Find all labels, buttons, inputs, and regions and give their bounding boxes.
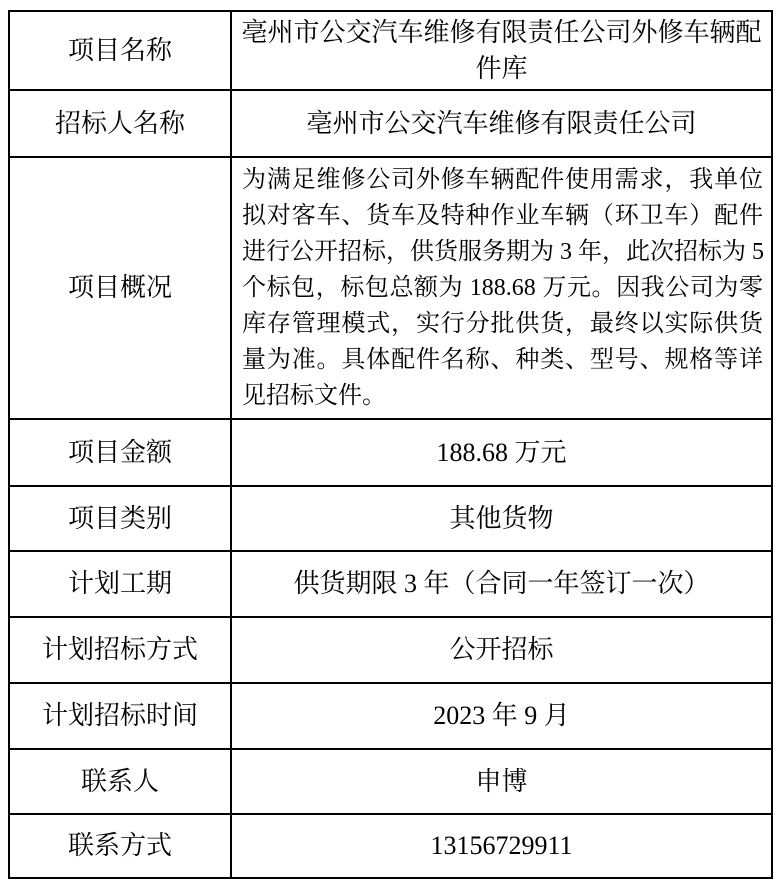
- row-value: 188.68 万元: [231, 419, 772, 486]
- paragraph-line: 库存管理模式，实行分批供货，最终以实际供货: [242, 311, 763, 337]
- row-value: 公开招标: [231, 617, 772, 683]
- table-row-project-category: [9, 486, 772, 551]
- row-label: 计划工期: [9, 551, 231, 617]
- table-row-contact-info: [9, 814, 772, 878]
- paragraph-line: 拟对客车、货车及特种作业车辆（环卫车）配件: [242, 203, 763, 229]
- paragraph-line: 见招标文件。: [242, 383, 386, 409]
- table-row-project-name: [9, 11, 772, 90]
- row-label: 招标人名称: [9, 90, 231, 157]
- row-label: 联系方式: [9, 814, 231, 878]
- table-row-project-amount: [9, 419, 772, 486]
- row-label: 联系人: [9, 749, 231, 814]
- project-info-table: [8, 10, 773, 879]
- row-value: 13156729911: [231, 814, 772, 878]
- table-row-contact-person: [9, 749, 772, 814]
- row-value: 亳州市公交汽车维修有限责任公司外修车辆配件库: [231, 11, 772, 90]
- row-value: 亳州市公交汽车维修有限责任公司: [231, 90, 772, 157]
- row-value: 其他货物: [231, 486, 772, 551]
- paragraph-line: 为满足维修公司外修车辆配件使用需求，我单位: [242, 167, 763, 193]
- row-value: 申博: [231, 749, 772, 814]
- row-label: 计划招标方式: [9, 617, 231, 683]
- table-row-planned-duration: [9, 551, 772, 617]
- table-row-bidding-method: [9, 617, 772, 683]
- row-value: 2023 年 9 月: [231, 683, 772, 749]
- row-label: 计划招标时间: [9, 683, 231, 749]
- paragraph-line: 进行公开招标，供货服务期为 3 年，此次招标为 5: [242, 239, 764, 265]
- row-label: 项目类别: [9, 486, 231, 551]
- table-row-bidder-name: [9, 90, 772, 157]
- row-value: [231, 157, 772, 419]
- row-label: 项目概况: [9, 157, 231, 419]
- table-row-bidding-time: [9, 683, 772, 749]
- row-label: 项目名称: [9, 11, 231, 90]
- row-value: 供货期限 3 年（合同一年签订一次）: [231, 551, 772, 617]
- paragraph-line: 个标包，标包总额为 188.68 万元。因我公司为零: [242, 275, 763, 301]
- row-label: 项目金额: [9, 419, 231, 486]
- paragraph-line: 量为准。具体配件名称、种类、型号、规格等详: [242, 347, 763, 373]
- table-row-project-overview: [9, 157, 772, 419]
